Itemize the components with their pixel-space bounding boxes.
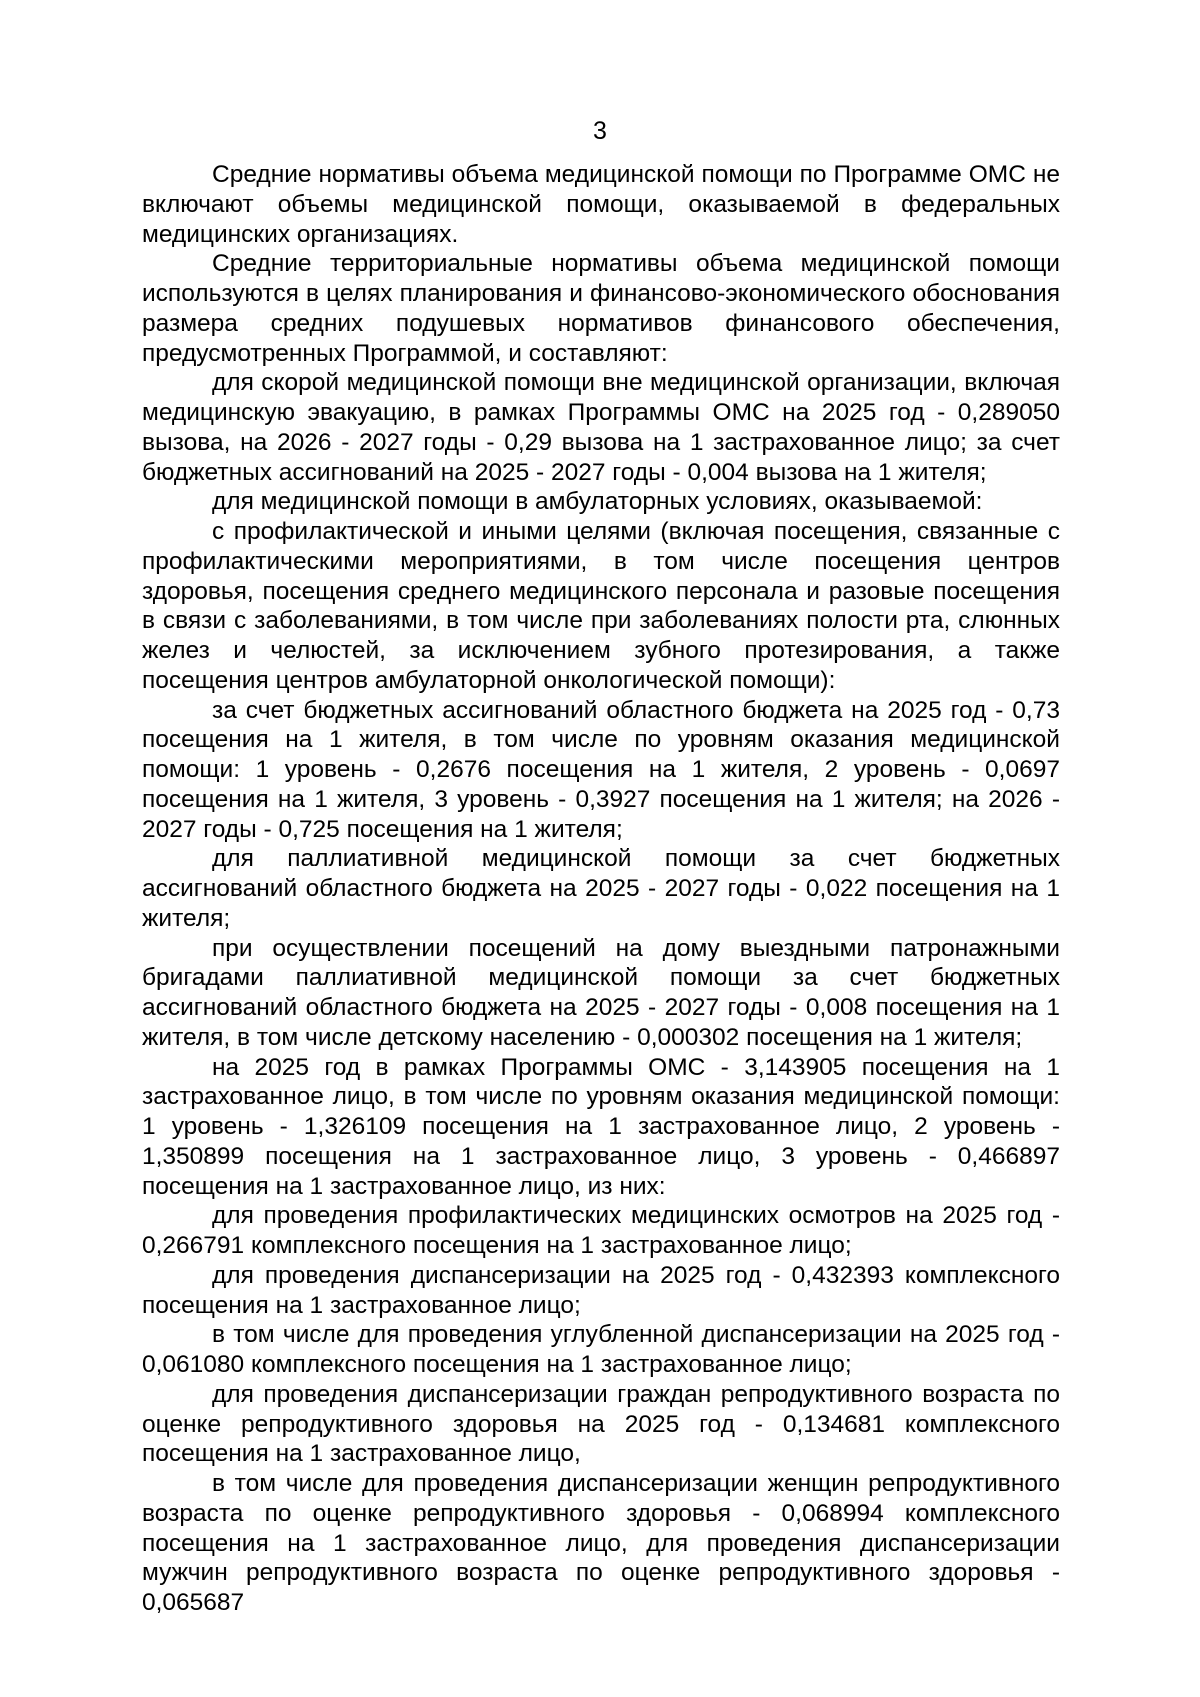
paragraph: для медицинской помощи в амбулаторных условиях, оказываемой: — [212, 488, 983, 516]
paragraph: в том числе для проведения углубленной диспансеризации на 2025 год - 0,061080 комплексного посещения на 1 застрахованное лицо; — [142, 1321, 1060, 1378]
paragraph: за счет бюджетных ассигнований областного бюджета на 2025 год - 0,73 посещения на 1 жителя, в том числе по уровням оказания медицинской помощи: 1 уровень - 0,2676 посещения на 1 жителя, 2 уровень - 0,0697 посещения на 1 жителя, 3 уровень - 0,3927 посещения на 1 жителя; на 2026 - 2027 годы - 0,725 посещения на 1 жителя; — [142, 696, 1060, 843]
paragraph: Средние территориальные нормативы объема медицинской помощи используются в целях планирования и финансово-экономического обоснования размера средних подушевых нормативов финансового обеспечения, предусмотренных Программой, и составляют: — [142, 250, 1060, 367]
document-body — [142, 160, 1060, 1618]
page-number: 3 — [593, 117, 607, 145]
paragraph: для проведения диспансеризации граждан репродуктивного возраста по оценке репродуктивного здоровья на 2025 год - 0,134681 комплексного посещения на 1 застрахованное лицо, — [142, 1380, 1060, 1468]
paragraph: для паллиативной медицинской помощи за счет бюджетных ассигнований областного бюджета на 2025 - 2027 годы - 0,022 посещения на 1 жителя; — [142, 845, 1060, 932]
paragraph: для скорой медицинской помощи вне медицинской организации, включая медицинскую эвакуацию, в рамках Программы ОМС на 2025 год - 0,289050 вызова, на 2026 - 2027 годы - 0,29 вызова на 1 застрахованное лицо; за счет бюджетных ассигнований на 2025 - 2027 годы - 0,004 вызова на 1 жителя; — [142, 369, 1060, 486]
paragraph: для проведения диспансеризации на 2025 год - 0,432393 комплексного посещения на 1 застрахованное лицо; — [142, 1261, 1060, 1319]
paragraph: с профилактической и иными целями (включая посещения, связанные с профилактическими мероприятиями, в том числе посещения центров здоровья, посещения среднего медицинского персонала и разовые посещения в связи с заболеваниями, в том числе при заболеваниях полости рта, слюнных желез и челюстей, за исключением зубного протезирования, а также посещения центров амбулаторной онкологической помощи): — [142, 518, 1060, 694]
paragraph: для проведения профилактических медицинских осмотров на 2025 год - 0,266791 комплексного посещения на 1 застрахованное лицо; — [142, 1202, 1060, 1259]
paragraph: при осуществлении посещений на дому выездными патронажными бригадами паллиативной медицинской помощи за счет бюджетных ассигнований областного бюджета на 2025 - 2027 годы - 0,008 посещения на 1 жителя, в том числе детскому населению - 0,000302 посещения на 1 жителя; — [142, 934, 1060, 1051]
paragraph: в том числе для проведения диспансеризации женщин репродуктивного возраста по оценке репродуктивного здоровья - 0,068994 комплексного посещения на 1 застрахованное лицо, для проведения диспансеризации мужчин репродуктивного возраста по оценке репродуктивного здоровья - 0,065687 — [142, 1470, 1060, 1616]
paragraph: на 2025 год в рамках Программы ОМС - 3,143905 посещения на 1 застрахованное лицо, в том числе по уровням оказания медицинской помощи: 1 уровень - 1,326109 посещения на 1 застрахованное лицо, 2 уровень - 1,350899 посещения на 1 застрахованное лицо, 3 уровень - 0,466897 посещения на 1 застрахованное лицо, из них: — [142, 1053, 1060, 1200]
paragraph: Средние нормативы объема медицинской помощи по Программе ОМС не включают объемы медицинской помощи, оказываемой в федеральных медицинских организациях. — [142, 161, 1060, 248]
